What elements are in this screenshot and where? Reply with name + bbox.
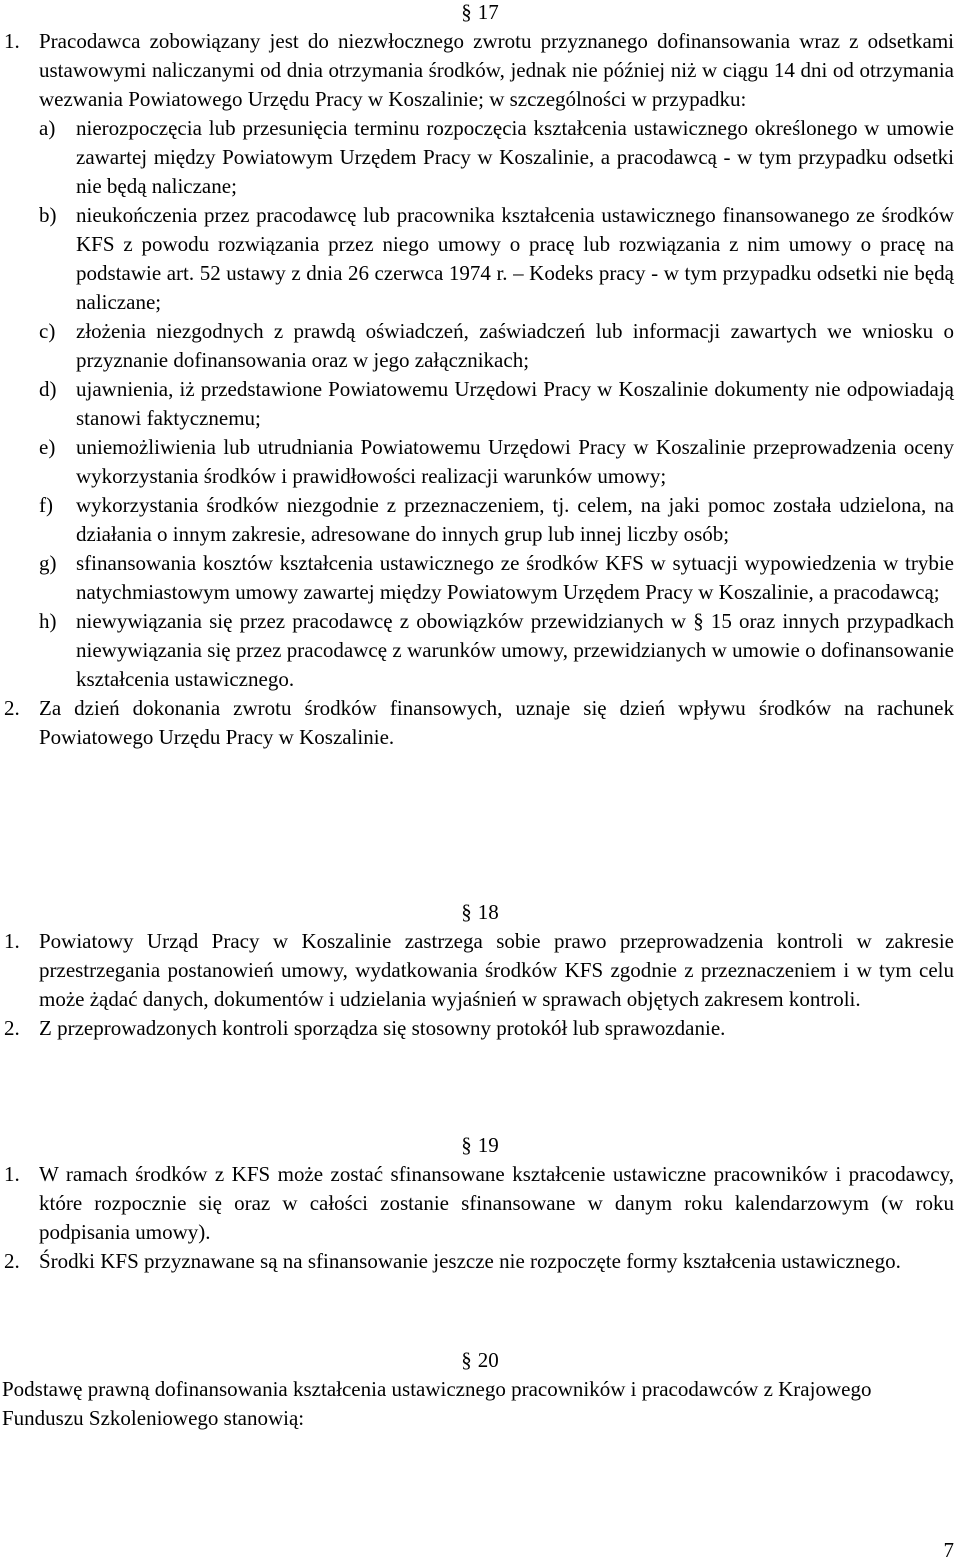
item-text: Z przeprowadzonych kontroli sporządza się stosowny protokół lub sprawozdanie. [39, 1016, 726, 1040]
item-text: Za dzień dokonania zwrotu środków finansowych, uznaje się dzień wpływu środków na rachunek Powiatowego Urzędu Pracy w Koszalinie. [39, 696, 954, 749]
sub-item-letter: f) [39, 493, 53, 517]
sub-item-text: ujawnienia, iż przedstawione Powiatowemu Urzędowi Pracy w Koszalinie dokumenty nie odpowiadają stanowi faktycznemu; [76, 377, 954, 430]
item-text: Pracodawca zobowiązany jest do niezwłocznego zwrotu przyznanego dofinansowania wraz z odsetkami ustawowymi naliczanymi od dnia otrzymania środków, jednak nie później niż w ciągu 14 dni od otrzymania wezwania Powiatowego Urzędu Pracy w Koszalinie; w szczególności w przypadku: [39, 29, 954, 111]
paragraph-sign-icon: § [461, 0, 472, 24]
paragraph-sign-icon: § [461, 900, 472, 924]
section-18-body [0, 927, 960, 1043]
section-heading-17 [0, 0, 960, 24]
section-19-body [0, 1160, 960, 1276]
paragraph-text: Podstawę prawną dofinansowania kształcenia ustawicznego pracowników i pracodawców z Krajowego Funduszu Szkoleniowego stanowią: [2, 1377, 872, 1430]
sub-list-item [0, 549, 960, 607]
section-number: 19 [477, 1133, 499, 1157]
sub-item-letter: h) [39, 609, 57, 633]
section-heading-20 [0, 1348, 960, 1372]
sub-item-letter: c) [39, 319, 56, 343]
section-heading-19 [0, 1133, 960, 1157]
item-number: 1. [4, 929, 20, 953]
sub-list-item [0, 375, 960, 433]
sub-item-text: sfinansowania kosztów kształcenia ustawicznego ze środków KFS w sytuacji wypowiedzenia w trybie natychmiastowym umowy zawartej między Powiatowym Urzędem Pracy w Koszalinie, a pracodawcą; [76, 551, 954, 604]
section-number: 20 [477, 1348, 499, 1372]
item-text: W ramach środków z KFS może zostać sfinansowane kształcenie ustawiczne pracowników i pracodawcy, które rozpocznie się oraz w całości zostanie sfinansowane w danym roku kalendarzowym (w roku podpisania umowy). [39, 1162, 954, 1244]
sub-list-item [0, 491, 960, 549]
list-item [0, 1160, 960, 1247]
section-number: 17 [477, 0, 499, 24]
sub-item-letter: b) [39, 203, 57, 227]
sub-item-letter: d) [39, 377, 57, 401]
sub-item-text: nieukończenia przez pracodawcę lub pracownika kształcenia ustawicznego finansowanego ze środków KFS z powodu rozwiązania przez niego umowy o pracę lub rozwiązania z nim umowy o pracę na podstawie art. 52 ustawy z dnia 26 czerwca 1974 r. – Kodeks pracy - w tym przypadku odsetki nie będą naliczane; [76, 203, 954, 314]
sub-list-item [0, 201, 960, 317]
sub-item-letter: a) [39, 116, 56, 140]
item-text: Środki KFS przyznawane są na sfinansowanie jeszcze nie rozpoczęte formy kształcenia ustawicznego. [39, 1249, 901, 1273]
list-item [0, 27, 960, 114]
section-17-body [0, 27, 960, 752]
sub-item-text: nierozpoczęcia lub przesunięcia terminu rozpoczęcia kształcenia ustawicznego określonego w umowie zawartej między Powiatowym Urzędem Pracy w Koszalinie, a pracodawcą - w tym przypadku odsetki nie będą naliczane; [76, 116, 954, 198]
item-number: 2. [4, 1249, 20, 1273]
sub-list-item [0, 607, 960, 694]
page-number: 7 [943, 1538, 954, 1562]
item-number: 1. [4, 1162, 20, 1186]
sub-item-text: niewywiązania się przez pracodawcę z obowiązków przewidzianych w § 15 oraz innych przypadkach niewywiązania się przez pracodawcę z warunków umowy, przewidzianych w umowie o dofinansowanie kształcenia ustawicznego. [76, 609, 954, 691]
section-heading-18 [0, 900, 960, 924]
sub-list-item [0, 317, 960, 375]
list-item [0, 927, 960, 1014]
sub-list-item [0, 433, 960, 491]
item-text: Powiatowy Urząd Pracy w Koszalinie zastrzega sobie prawo przeprowadzenia kontroli w zakresie przestrzegania postanowień umowy, wydatkowania środków KFS zgodnie z przeznaczeniem i w tym celu może żądać danych, dokumentów i udzielania wyjaśnień w sprawach objętych zakresem kontroli. [39, 929, 954, 1011]
list-item [0, 1247, 960, 1276]
item-number: 2. [4, 1016, 20, 1040]
section-20-body [0, 1375, 960, 1433]
paragraph-sign-icon: § [461, 1133, 472, 1157]
sub-item-letter: e) [39, 435, 56, 459]
list-item [0, 1014, 960, 1043]
section-number: 18 [477, 900, 499, 924]
sub-item-text: wykorzystania środków niezgodnie z przeznaczeniem, tj. celem, na jaki pomoc została udzielona, na działania o innym zakresie, adresowane do innych grup lub innej liczby osób; [76, 493, 954, 546]
item-number: 2. [4, 696, 20, 720]
sub-item-text: złożenia niezgodnych z prawdą oświadczeń, zaświadczeń lub informacji zawartych we wniosku o przyznanie dofinansowania oraz w jego załącznikach; [76, 319, 954, 372]
sub-item-letter: g) [39, 551, 57, 575]
paragraph-sign-icon: § [461, 1348, 472, 1372]
list-item [0, 694, 960, 752]
item-number: 1. [4, 29, 20, 53]
sub-item-text: uniemożliwienia lub utrudniania Powiatowemu Urzędowi Pracy w Koszalinie przeprowadzenia oceny wykorzystania środków i prawidłowości realizacji warunków umowy; [76, 435, 954, 488]
sub-list-item [0, 114, 960, 201]
